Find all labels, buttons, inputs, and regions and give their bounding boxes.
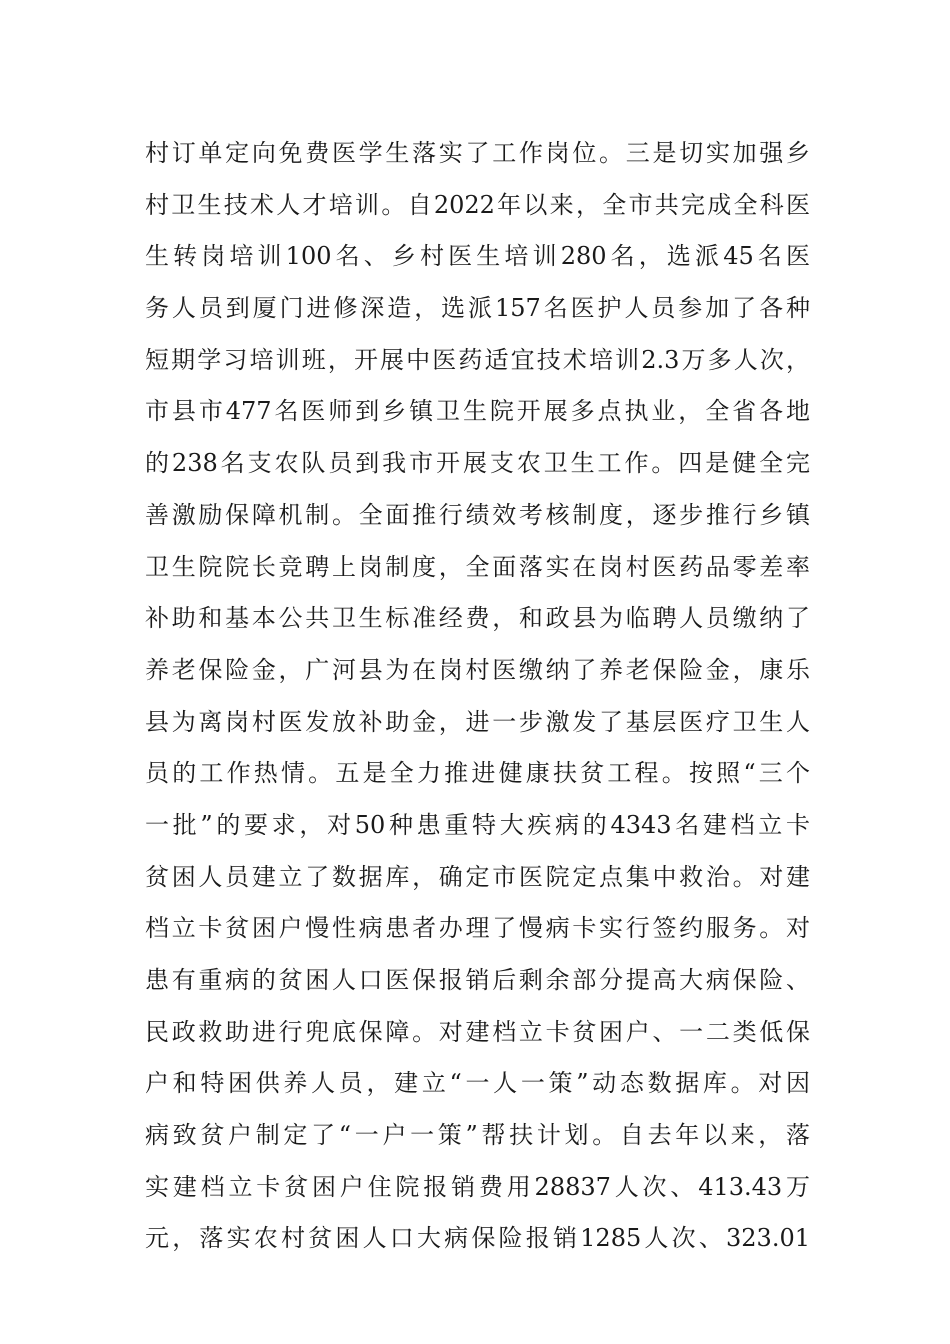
text-line: 卫生院院长竞聘上岗制度，全面落实在岗村医药品零差率 xyxy=(145,552,810,581)
text-line: 档立卡贫困户慢性病患者办理了慢病卡实行签约服务。对 xyxy=(145,914,810,943)
text-line: 村卫生技术人才培训。自2022年以来，全市共完成全科医 xyxy=(145,190,810,219)
text-line: 补助和基本公共卫生标准经费，和政县为临聘人员缴纳了 xyxy=(145,604,810,633)
text-line: 短期学习培训班，开展中医药适宜技术培训2.3万多人次， xyxy=(145,345,810,374)
text-line: 村订单定向免费医学生落实了工作岗位。三是切实加强乡 xyxy=(145,139,810,167)
text-line: 员的工作热情。五是全力推进健康扶贫工程。按照“三个 xyxy=(145,759,810,788)
text-line: 养老保险金，广河县为在岗村医缴纳了养老保险金，康乐 xyxy=(145,655,810,684)
text-line: 民政救助进行兜底保障。对建档立卡贫困户、一二类低保 xyxy=(145,1017,810,1046)
text-line: 病致贫户制定了“一户一策”帮扶计划。自去年以来，落 xyxy=(145,1121,810,1150)
text-line: 实建档立卡贫困户住院报销费用28837人次、413.43万 xyxy=(145,1172,810,1201)
text-line: 市县市477名医师到乡镇卫生院开展多点执业，全省各地 xyxy=(145,397,810,426)
body-paragraph xyxy=(145,128,810,1265)
text-line: 务人员到厦门进修深造，选派157名医护人员参加了各种 xyxy=(145,294,810,323)
text-line: 的238名支农队员到我市开展支农卫生工作。四是健全完 xyxy=(145,449,810,478)
text-line: 生转岗培训100名、乡村医生培训280名，选派45名医 xyxy=(145,242,810,271)
text-line: 善激励保障机制。全面推行绩效考核制度，逐步推行乡镇 xyxy=(145,500,810,529)
text-line: 患有重病的贫困人口医保报销后剩余部分提高大病保险、 xyxy=(145,966,810,994)
text-line: 一批”的要求，对50种患重特大疾病的4343名建档立卡 xyxy=(145,810,810,839)
text-line: 县为离岗村医发放补助金，进一步激发了基层医疗卫生人 xyxy=(145,707,810,736)
text-line: 户和特困供养人员，建立“一人一策”动态数据库。对因 xyxy=(145,1069,810,1098)
text-line: 元，落实农村贫困人口大病保险报销1285人次、323.01 xyxy=(145,1224,810,1253)
text-line: 贫困人员建立了数据库，确定市医院定点集中救治。对建 xyxy=(145,862,810,891)
